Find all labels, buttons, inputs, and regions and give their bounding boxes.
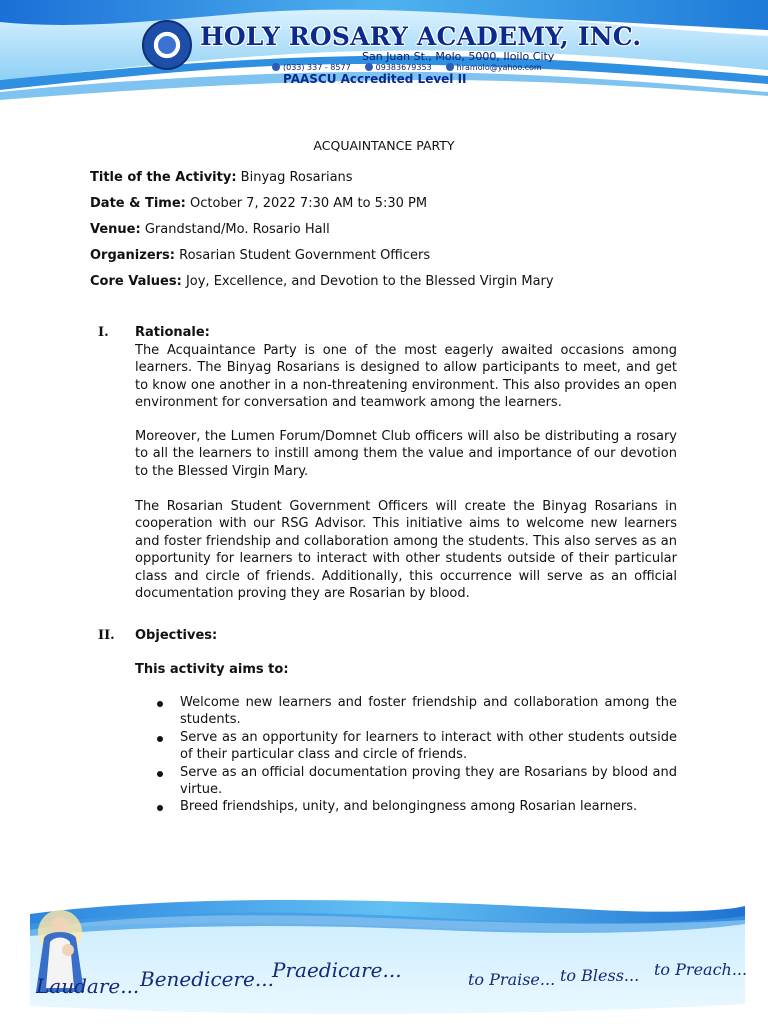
meta-venue: Venue: Grandstand/Mo. Rosario Hall xyxy=(90,222,330,237)
bullet-icon xyxy=(157,736,163,742)
bullet-icon xyxy=(157,771,163,777)
footer-wave-graphic xyxy=(0,880,768,1024)
footer-banner xyxy=(0,880,768,1024)
objectives-list xyxy=(135,694,677,816)
meta-activity-title: Title of the Activity: Binyag Rosarians xyxy=(90,170,353,185)
rationale-paragraph-1: The Acquaintance Party is one of the most eagerly awaited occasions among learners. The Binyag Rosarians is designed to allow participants to meet, and get to know one another in a non-threatening environment. This also provides an open environment for conversation and teamwork among the learners. xyxy=(135,343,677,411)
motto-to-praise: to Praise... xyxy=(468,970,556,989)
motto-praedicare: Praedicare... xyxy=(272,958,402,982)
email-address: hramolo@yahoo.com xyxy=(446,63,542,72)
phone-icon xyxy=(272,63,280,71)
list-item: Breed friendships, unity, and belongingness among Rosarian learners. xyxy=(135,798,677,815)
school-name: HOLY ROSARY ACADEMY, INC. xyxy=(200,22,642,51)
list-item: Serve as an opportunity for learners to interact with other students outside of their particular class and circle of friends. xyxy=(135,729,677,764)
school-seal-logo xyxy=(142,20,192,70)
meta-core-values: Core Values: Joy, Excellence, and Devotion to the Blessed Virgin Mary xyxy=(90,274,554,289)
document-title: ACQUAINTANCE PARTY xyxy=(313,138,455,153)
phone-landline: (033) 337 - 8577 xyxy=(272,63,351,72)
motto-laudare: Laudare... xyxy=(36,974,140,998)
section-number-2: II. xyxy=(98,628,115,643)
motto-to-bless: to Bless... xyxy=(560,966,640,985)
school-address: San Juan St., Molo, 5000, Iloilo City xyxy=(362,50,555,63)
meta-date-time: Date & Time: October 7, 2022 7:30 AM to 5:30 PM xyxy=(90,196,428,211)
letterhead xyxy=(0,0,768,105)
objectives-intro: This activity aims to: xyxy=(135,662,289,677)
rationale-paragraph-2: Moreover, the Lumen Forum/Domnet Club officers will also be distributing a rosary to all the learners to instill among them the value and importance of our devotion to the Blessed Virgin Mary. xyxy=(135,429,677,479)
accreditation-label: PAASCU Accredited Level II xyxy=(283,72,467,86)
mobile-icon xyxy=(365,63,373,71)
phone-mobile: 09383679353 xyxy=(365,63,432,72)
bullet-icon xyxy=(157,805,163,811)
contact-line xyxy=(272,63,542,72)
list-item: Welcome new learners and foster friendship and collaboration among the students. xyxy=(135,694,677,729)
bullet-icon xyxy=(157,701,163,707)
section-heading-rationale: Rationale: xyxy=(135,325,210,340)
meta-organizers: Organizers: Rosarian Student Government Officers xyxy=(90,248,431,263)
section-number-1: I. xyxy=(98,325,109,340)
motto-benedicere: Benedicere... xyxy=(140,967,274,991)
rationale-paragraph-3: The Rosarian Student Government Officers will create the Binyag Rosarians in cooperation with our RSG Advisor. This initiative aims to welcome new learners and foster friendship and collaboration among the students. This also serves as an opportunity for learners to interact with other students outside of their particular class and circle of friends. Additionally, this occurrence will serve as an official documentation proving they are Rosarian by blood. xyxy=(135,499,677,602)
section-heading-objectives: Objectives: xyxy=(135,628,218,643)
list-item: Serve as an official documentation proving they are Rosarians by blood and virtue. xyxy=(135,764,677,799)
mail-icon xyxy=(446,63,454,71)
motto-to-preach: to Preach... xyxy=(654,960,748,979)
